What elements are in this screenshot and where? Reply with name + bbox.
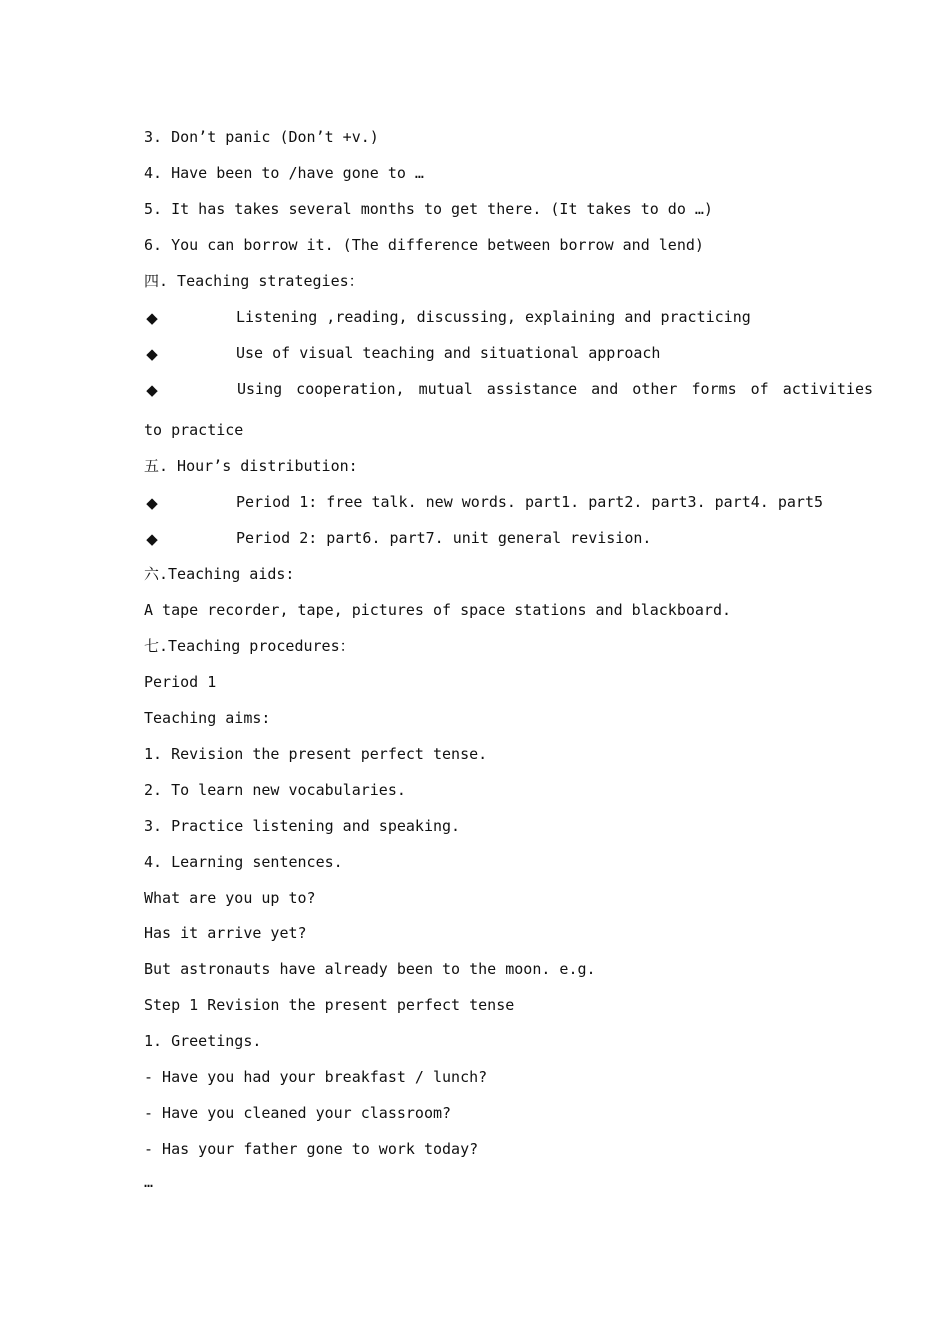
text-line: 4. Learning sentences. bbox=[144, 853, 343, 871]
section-heading-aids: 六.Teaching aids: bbox=[144, 565, 295, 583]
text-line: 3. Don’t panic (Don’t +v.) bbox=[144, 128, 379, 146]
diamond-bullet-icon: ◆ bbox=[146, 381, 158, 399]
text-line: 6. You can borrow it. (The difference between borrow and lend) bbox=[144, 236, 704, 254]
bullet-text: Listening ,reading, discussing, explaining and practicing bbox=[236, 308, 751, 326]
text-line: 1. Greetings. bbox=[144, 1032, 262, 1050]
text-line: 1. Revision the present perfect tense. bbox=[144, 745, 488, 763]
text-line: - Have you had your breakfast / lunch? bbox=[144, 1068, 488, 1086]
text-line: But astronauts have already been to the moon. e.g. bbox=[144, 960, 596, 978]
diamond-bullet-icon: ◆ bbox=[146, 345, 158, 363]
bullet-item bbox=[144, 380, 874, 399]
section-heading-strategies: 四. Teaching strategies： bbox=[144, 272, 364, 290]
section-heading-procedures: 七.Teaching procedures： bbox=[144, 637, 355, 655]
text-line: Teaching aims: bbox=[144, 709, 271, 727]
text-line: Step 1 Revision the present perfect tense bbox=[144, 996, 515, 1014]
bullet-text: Use of visual teaching and situational approach bbox=[236, 344, 661, 362]
text-line: Period 1 bbox=[144, 673, 217, 691]
text-line: 4. Have been to /have gone to … bbox=[144, 164, 424, 182]
text-line: What are you up to? bbox=[144, 889, 316, 907]
text-line: 2. To learn new vocabularies. bbox=[144, 781, 406, 799]
section-heading-distribution: 五. Hour’s distribution: bbox=[144, 457, 358, 475]
bullet-text: Period 1: free talk. new words. part1. part2. part3. part4. part5 bbox=[236, 493, 823, 511]
text-line: - Has your father gone to work today? bbox=[144, 1140, 479, 1158]
text-line: - Have you cleaned your classroom? bbox=[144, 1104, 452, 1122]
text-line: … bbox=[144, 1173, 154, 1191]
bullet-item bbox=[144, 529, 652, 548]
bullet-text: Period 2: part6. part7. unit general revision. bbox=[236, 529, 652, 547]
diamond-bullet-icon: ◆ bbox=[146, 309, 158, 327]
bullet-text: Using cooperation, mutual assistance and other forms of activities bbox=[237, 380, 874, 398]
text-line: 3. Practice listening and speaking. bbox=[144, 817, 461, 835]
text-line: A tape recorder, tape, pictures of space stations and blackboard. bbox=[144, 601, 731, 619]
bullet-item bbox=[144, 344, 661, 363]
bullet-item bbox=[144, 308, 751, 327]
diamond-bullet-icon: ◆ bbox=[146, 530, 158, 548]
text-line: 5. It has takes several months to get there. (It takes to do …) bbox=[144, 200, 713, 218]
text-line: to practice bbox=[144, 421, 244, 439]
diamond-bullet-icon: ◆ bbox=[146, 494, 158, 512]
text-line: Has it arrive yet? bbox=[144, 924, 307, 942]
bullet-item bbox=[144, 493, 823, 512]
